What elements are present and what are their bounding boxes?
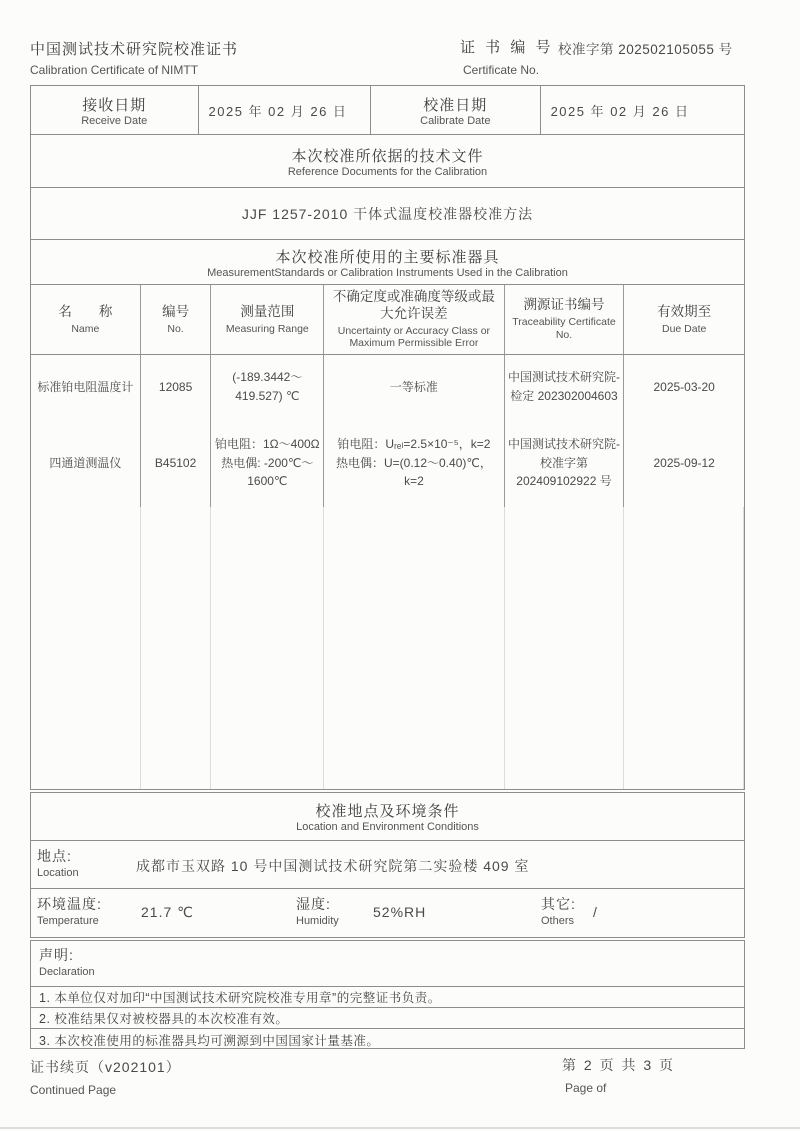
standards-table bbox=[30, 284, 745, 790]
standards-title: 本次校准所使用的主要标准器具 bbox=[275, 248, 500, 266]
declaration-item-2: 2. 校准结果仅对被校器具的本次校准有效。 bbox=[31, 1008, 744, 1029]
declaration-title-en: Declaration bbox=[39, 966, 95, 978]
location-section-title-en: Location and Environment Conditions bbox=[296, 821, 479, 833]
col-header-no-zh: 编号 bbox=[162, 303, 190, 319]
declaration-header bbox=[31, 945, 744, 987]
col-header-name bbox=[31, 285, 141, 355]
location-section-header bbox=[31, 793, 744, 841]
table-row-2-no: B45102 bbox=[141, 419, 212, 507]
dates-table bbox=[30, 85, 745, 135]
col-header-name-zh: 名 称 bbox=[58, 303, 113, 319]
receive-date-label-en: Receive Date bbox=[81, 114, 148, 127]
col-header-due-zh: 有效期至 bbox=[657, 303, 712, 319]
page-title-en: Calibration Certificate of NIMTT bbox=[30, 63, 199, 77]
location-section bbox=[30, 792, 745, 938]
empty-cell bbox=[141, 507, 212, 789]
table-row-2-uncertainty-line1: 铂电阻：Uᵣₑₗ=2.5×10⁻⁵，k=2 bbox=[337, 437, 491, 452]
col-header-uncertainty-zh: 不确定度或准确度等级或最大允许误差 bbox=[332, 289, 495, 321]
receive-date-label-cell bbox=[31, 86, 199, 134]
col-header-traceability-zh: 溯源证书编号 bbox=[523, 297, 605, 313]
empty-cell bbox=[324, 507, 504, 789]
empty-cell bbox=[505, 507, 625, 789]
table-row-1-name: 标准铂电阻温度计 bbox=[31, 355, 141, 419]
others-value: / bbox=[593, 904, 598, 920]
temperature-label: 环境温度: bbox=[37, 896, 102, 912]
temperature-label-en: Temperature bbox=[37, 915, 99, 927]
col-header-range bbox=[211, 285, 324, 355]
table-row-1-uncertainty: 一等标准 bbox=[324, 355, 504, 419]
col-header-range-en: Measuring Range bbox=[225, 322, 309, 335]
col-header-no bbox=[141, 285, 212, 355]
table-row-2-range bbox=[211, 419, 324, 507]
col-header-uncertainty bbox=[324, 285, 504, 355]
table-row-2-uncertainty bbox=[324, 419, 504, 507]
table-row-2-traceability: 中国测试技术研究院-校准字第 202409102922 号 bbox=[505, 419, 625, 507]
col-header-no-en: No. bbox=[167, 322, 184, 335]
table-row-2-range-line1: 铂电阻：1Ω～400Ω bbox=[215, 437, 320, 452]
page-title: 中国测试技术研究院校准证书 bbox=[30, 41, 239, 58]
location-section-title: 校准地点及环境条件 bbox=[315, 803, 460, 820]
table-row-1-due: 2025-03-20 bbox=[653, 379, 715, 394]
environment-row bbox=[31, 889, 744, 937]
reference-docs-title-en: Reference Documents for the Calibration bbox=[287, 165, 488, 178]
col-header-traceability-en: Traceability Certificate No. bbox=[512, 316, 616, 341]
col-header-uncertainty-en: Uncertainty or Accuracy Class or Maximum Permissible Error bbox=[337, 324, 491, 350]
table-row-2-range-line2: 热电偶: -200℃～1600℃ bbox=[221, 455, 314, 489]
calibrate-date-label-en: Calibrate Date bbox=[420, 114, 491, 127]
location-row bbox=[31, 841, 744, 889]
standards-title-en: MeasurementStandards or Calibration Instruments Used in the Calibration bbox=[207, 266, 568, 279]
receive-date-label: 接收日期 bbox=[82, 96, 147, 114]
calibrate-date-label-cell bbox=[371, 86, 541, 134]
cert-no-label-en: Certificate No. bbox=[463, 63, 540, 77]
col-header-due-en: Due Date bbox=[661, 322, 707, 335]
location-label-en: Location bbox=[37, 867, 79, 879]
humidity-label-en: Humidity bbox=[296, 915, 339, 927]
calibrate-date-value: 2025 年 02 月 26 日 bbox=[550, 103, 690, 119]
footer-page-number: 第 2 页 共 3 页 bbox=[562, 1057, 676, 1073]
declaration-section bbox=[30, 940, 745, 1049]
empty-cell bbox=[211, 507, 324, 789]
humidity-label: 湿度: bbox=[296, 896, 331, 912]
location-value: 成都市玉双路 10 号中国测试技术研究院第二实验楼 409 室 bbox=[136, 858, 530, 874]
empty-cell bbox=[31, 507, 141, 789]
others-label: 其它: bbox=[541, 896, 576, 912]
empty-cell bbox=[624, 507, 744, 789]
cert-no-label: 证 书 编 号 bbox=[460, 39, 554, 56]
cert-no-value: 校准字第 202502105055 号 bbox=[558, 42, 733, 57]
receive-date-value: 2025 年 02 月 26 日 bbox=[199, 86, 372, 134]
table-row-1-traceability: 中国测试技术研究院-检定 202302004603 bbox=[505, 355, 625, 419]
footer-left: 证书续页（v202101） bbox=[30, 1059, 181, 1075]
col-header-range-zh: 测量范围 bbox=[240, 303, 295, 319]
temperature-value: 21.7 ℃ bbox=[141, 904, 194, 920]
table-row-2-due: 2025-09-12 bbox=[653, 455, 715, 470]
table-row-2-uncertainty-line2: 热电偶：U=(0.12～0.40)℃，k=2 bbox=[335, 455, 492, 489]
footer-left-en: Continued Page bbox=[30, 1083, 117, 1097]
scan-edge-artifact bbox=[0, 1127, 800, 1129]
calibrate-date-label: 校准日期 bbox=[423, 96, 488, 114]
reference-docs-content-row bbox=[31, 188, 744, 240]
location-label: 地点: bbox=[37, 848, 72, 864]
col-header-name-en: Name bbox=[71, 322, 100, 335]
reference-docs-content: JJF 1257-2010 干体式温度校准器校准方法 bbox=[241, 206, 534, 222]
reference-docs-section bbox=[30, 134, 745, 240]
reference-docs-title: 本次校准所依据的技术文件 bbox=[291, 147, 484, 165]
reference-docs-header bbox=[31, 135, 744, 188]
col-header-due bbox=[624, 285, 744, 355]
col-header-traceability bbox=[505, 285, 625, 355]
declaration-title: 声明: bbox=[39, 947, 74, 963]
table-row-2-name: 四通道测温仪 bbox=[31, 419, 141, 507]
table-row-1-no: 12085 bbox=[141, 355, 212, 419]
others-label-en: Others bbox=[541, 915, 575, 927]
table-row-1-range: (-189.3442～419.527) ℃ bbox=[211, 355, 324, 419]
declaration-item-1: 1. 本单位仅对加印“中国测试技术研究院校准专用章”的完整证书负责。 bbox=[31, 987, 744, 1008]
declaration-item-3: 3. 本次校准使用的标准器具均可溯源到中国国家计量基准。 bbox=[39, 1034, 380, 1048]
footer-page-number-en: Page of bbox=[565, 1081, 607, 1095]
standards-section-header bbox=[30, 239, 745, 285]
humidity-value: 52%RH bbox=[373, 904, 427, 920]
